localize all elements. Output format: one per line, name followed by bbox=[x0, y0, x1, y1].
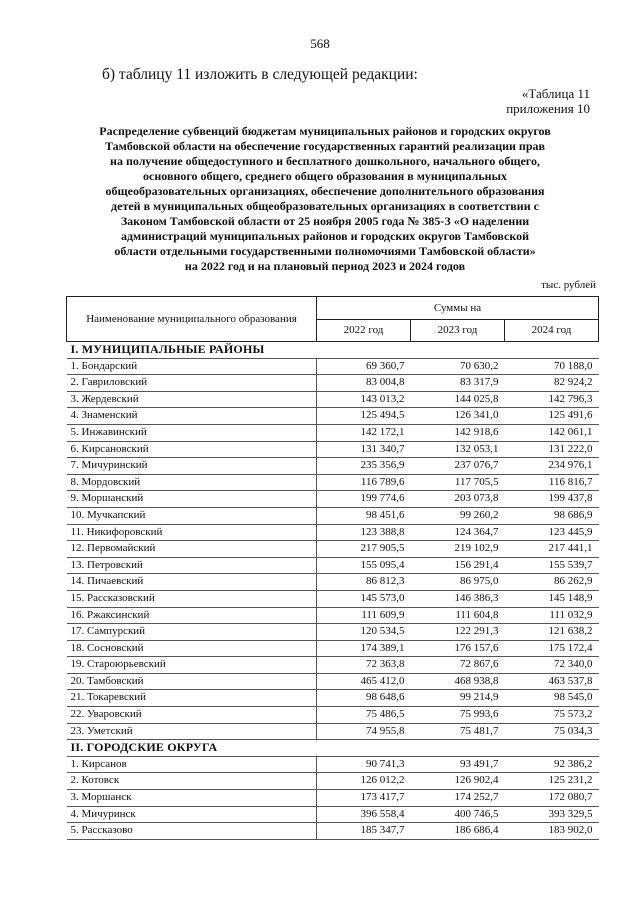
amount-cell-2024: 72 340,0 bbox=[505, 657, 599, 674]
table-row bbox=[67, 640, 599, 657]
municipality-name: 19. Староюрьевский bbox=[67, 657, 317, 674]
table-row bbox=[67, 690, 599, 707]
table-row bbox=[67, 624, 599, 641]
table-row bbox=[67, 541, 599, 558]
table-row bbox=[67, 823, 599, 840]
table-row bbox=[67, 707, 599, 724]
amount-cell-2023: 176 157,6 bbox=[411, 640, 505, 657]
amount-cell-2022: 396 558,4 bbox=[317, 806, 411, 823]
amount-cell-2024: 123 445,9 bbox=[505, 524, 599, 541]
section-row bbox=[67, 342, 599, 359]
amount-cell-2024: 131 222,0 bbox=[505, 441, 599, 458]
title-line: Законом Тамбовской области от 25 ноября 2005 года № 385-З «О наделении bbox=[120, 214, 530, 228]
table-row bbox=[67, 557, 599, 574]
amount-cell-2022: 217 905,5 bbox=[317, 541, 411, 558]
municipality-name: 20. Тамбовский bbox=[67, 673, 317, 690]
table-note-line1: «Таблица 11 bbox=[521, 86, 590, 101]
header-year-2023: 2023 год bbox=[411, 319, 505, 342]
table-row bbox=[67, 607, 599, 624]
amount-cell-2024: 234 976,1 bbox=[505, 458, 599, 475]
amount-cell-2023: 126 902,4 bbox=[411, 773, 505, 790]
amount-cell-2022: 75 486,5 bbox=[317, 707, 411, 724]
table-row bbox=[67, 458, 599, 475]
amount-cell-2024: 125 491,6 bbox=[505, 408, 599, 425]
municipality-name: 6. Кирсановский bbox=[67, 441, 317, 458]
table-body bbox=[67, 342, 599, 840]
amount-cell-2022: 143 013,2 bbox=[317, 391, 411, 408]
amount-cell-2024: 125 231,2 bbox=[505, 773, 599, 790]
municipality-name: 16. Ржаксинский bbox=[67, 607, 317, 624]
municipality-name: 4. Знаменский bbox=[67, 408, 317, 425]
amount-cell-2022: 90 741,3 bbox=[317, 756, 411, 773]
table-row bbox=[67, 673, 599, 690]
amount-cell-2024: 145 148,9 bbox=[505, 590, 599, 607]
municipality-name: 13. Петровский bbox=[67, 557, 317, 574]
amount-cell-2024: 98 686,9 bbox=[505, 507, 599, 524]
amount-cell-2023: 146 386,3 bbox=[411, 590, 505, 607]
amount-cell-2024: 86 262,9 bbox=[505, 574, 599, 591]
table-row bbox=[67, 408, 599, 425]
amount-cell-2023: 86 975,0 bbox=[411, 574, 505, 591]
amount-cell-2022: 174 389,1 bbox=[317, 640, 411, 657]
municipality-name: 14. Пичаевский bbox=[67, 574, 317, 591]
municipality-name: 12. Первомайский bbox=[67, 541, 317, 558]
table-row bbox=[67, 424, 599, 441]
intro-text: б) таблицу 11 изложить в следующей редакции: bbox=[102, 66, 418, 83]
amount-cell-2024: 183 902,0 bbox=[505, 823, 599, 840]
amount-cell-2022: 83 004,8 bbox=[317, 375, 411, 392]
page-number: 568 bbox=[310, 36, 330, 51]
amount-cell-2022: 125 494,5 bbox=[317, 408, 411, 425]
amount-cell-2023: 400 746,5 bbox=[411, 806, 505, 823]
amount-cell-2023: 75 993,6 bbox=[411, 707, 505, 724]
amount-cell-2022: 111 609,9 bbox=[317, 607, 411, 624]
title-line: области отдельными государственными полномочиями Тамбовской области» bbox=[114, 244, 536, 258]
table-row bbox=[67, 491, 599, 508]
amount-cell-2024: 111 032,9 bbox=[505, 607, 599, 624]
municipality-name: 11. Никифоровский bbox=[67, 524, 317, 541]
amount-cell-2023: 156 291,4 bbox=[411, 557, 505, 574]
amount-cell-2022: 145 573,0 bbox=[317, 590, 411, 607]
header-year-2024: 2024 год bbox=[505, 319, 599, 342]
amount-cell-2023: 117 705,5 bbox=[411, 474, 505, 491]
amount-cell-2023: 75 481,7 bbox=[411, 723, 505, 740]
table-row bbox=[67, 391, 599, 408]
title-line: на получение общедоступного и бесплатного дошкольного, начального общего, bbox=[110, 154, 540, 168]
amount-cell-2023: 124 364,7 bbox=[411, 524, 505, 541]
amount-cell-2023: 132 053,1 bbox=[411, 441, 505, 458]
header-sums: Суммы на bbox=[317, 297, 599, 320]
amount-cell-2024: 75 034,3 bbox=[505, 723, 599, 740]
amount-cell-2022: 155 095,4 bbox=[317, 557, 411, 574]
amount-cell-2024: 172 080,7 bbox=[505, 790, 599, 807]
table-row bbox=[67, 806, 599, 823]
municipality-name: 5. Инжавинский bbox=[67, 424, 317, 441]
table-row bbox=[67, 474, 599, 491]
amount-cell-2024: 175 172,4 bbox=[505, 640, 599, 657]
table-row bbox=[67, 657, 599, 674]
header-year-2022: 2022 год bbox=[317, 319, 411, 342]
amount-cell-2024: 98 545,0 bbox=[505, 690, 599, 707]
amount-cell-2022: 173 417,7 bbox=[317, 790, 411, 807]
amount-cell-2024: 142 061,1 bbox=[505, 424, 599, 441]
amount-cell-2023: 83 317,9 bbox=[411, 375, 505, 392]
amount-cell-2022: 123 388,8 bbox=[317, 524, 411, 541]
amount-cell-2024: 199 437,8 bbox=[505, 491, 599, 508]
amount-cell-2022: 69 360,7 bbox=[317, 358, 411, 375]
table-row bbox=[67, 723, 599, 740]
amount-cell-2023: 468 938,8 bbox=[411, 673, 505, 690]
municipality-name: 17. Сампурский bbox=[67, 624, 317, 641]
title-line: общеобразовательных организациях, обеспечение дополнительного образования bbox=[105, 184, 545, 198]
table-row bbox=[67, 358, 599, 375]
municipality-name: 3. Моршанск bbox=[67, 790, 317, 807]
table-row bbox=[67, 375, 599, 392]
table-row bbox=[67, 773, 599, 790]
amount-cell-2024: 463 537,8 bbox=[505, 673, 599, 690]
title-line: детей в муниципальных общеобразовательных организациях в соответствии с bbox=[111, 199, 539, 213]
amount-cell-2022: 185 347,7 bbox=[317, 823, 411, 840]
amount-cell-2022: 120 534,5 bbox=[317, 624, 411, 641]
municipality-name: 1. Кирсанов bbox=[67, 756, 317, 773]
municipality-name: 23. Уметский bbox=[67, 723, 317, 740]
amount-cell-2023: 237 076,7 bbox=[411, 458, 505, 475]
municipality-name: 18. Сосновский bbox=[67, 640, 317, 657]
municipality-name: 5. Рассказово bbox=[67, 823, 317, 840]
table-note-line2: приложения 10 bbox=[506, 101, 590, 116]
municipality-name: 8. Мордовский bbox=[67, 474, 317, 491]
municipality-name: 3. Жердевский bbox=[67, 391, 317, 408]
municipality-name: 15. Рассказовский bbox=[67, 590, 317, 607]
amount-cell-2023: 219 102,9 bbox=[411, 541, 505, 558]
amount-cell-2023: 144 025,8 bbox=[411, 391, 505, 408]
section-row bbox=[67, 740, 599, 757]
amount-cell-2024: 121 638,2 bbox=[505, 624, 599, 641]
amount-cell-2022: 98 648,6 bbox=[317, 690, 411, 707]
amount-cell-2024: 155 539,7 bbox=[505, 557, 599, 574]
amount-cell-2022: 116 789,6 bbox=[317, 474, 411, 491]
amount-cell-2024: 92 386,2 bbox=[505, 756, 599, 773]
municipality-name: 22. Уваровский bbox=[67, 707, 317, 724]
title-line: Распределение субвенций бюджетам муниципальных районов и городских округов bbox=[99, 124, 551, 138]
municipality-name: 1. Бондарский bbox=[67, 358, 317, 375]
amount-cell-2023: 174 252,7 bbox=[411, 790, 505, 807]
amount-cell-2024: 70 188,0 bbox=[505, 358, 599, 375]
amount-cell-2023: 111 604,8 bbox=[411, 607, 505, 624]
amount-cell-2022: 199 774,6 bbox=[317, 491, 411, 508]
amount-cell-2022: 74 955,8 bbox=[317, 723, 411, 740]
amount-cell-2024: 142 796,3 bbox=[505, 391, 599, 408]
table-row bbox=[67, 507, 599, 524]
header-name: Наименование муниципального образования bbox=[67, 297, 317, 342]
amount-cell-2022: 465 412,0 bbox=[317, 673, 411, 690]
amount-cell-2023: 126 341,0 bbox=[411, 408, 505, 425]
municipality-name: 2. Котовск bbox=[67, 773, 317, 790]
municipality-name: 4. Мичуринск bbox=[67, 806, 317, 823]
section-title: II. ГОРОДСКИЕ ОКРУГА bbox=[67, 740, 599, 757]
amount-cell-2023: 203 073,8 bbox=[411, 491, 505, 508]
amount-cell-2022: 72 363,8 bbox=[317, 657, 411, 674]
municipality-name: 9. Моршанский bbox=[67, 491, 317, 508]
title-line: основного общего, среднего общего образования в муниципальных bbox=[143, 169, 507, 183]
amount-cell-2022: 235 356,9 bbox=[317, 458, 411, 475]
amount-cell-2023: 99 260,2 bbox=[411, 507, 505, 524]
amount-cell-2022: 98 451,6 bbox=[317, 507, 411, 524]
table-row bbox=[67, 756, 599, 773]
amount-cell-2024: 393 329,5 bbox=[505, 806, 599, 823]
amount-cell-2023: 142 918,6 bbox=[411, 424, 505, 441]
table-row bbox=[67, 441, 599, 458]
amount-cell-2023: 72 867,6 bbox=[411, 657, 505, 674]
title-line: на 2022 год и на плановый период 2023 и 2024 годов bbox=[184, 259, 466, 273]
amount-cell-2023: 99 214,9 bbox=[411, 690, 505, 707]
amount-cell-2024: 75 573,2 bbox=[505, 707, 599, 724]
amount-cell-2024: 217 441,1 bbox=[505, 541, 599, 558]
amount-cell-2023: 93 491,7 bbox=[411, 756, 505, 773]
section-title: I. МУНИЦИПАЛЬНЫЕ РАЙОНЫ bbox=[67, 342, 599, 359]
subsidy-table-container bbox=[66, 296, 598, 840]
table-row bbox=[67, 524, 599, 541]
title-line: Тамбовской области на обеспечение государственных гарантий реализации прав bbox=[104, 139, 546, 153]
amount-cell-2023: 70 630,2 bbox=[411, 358, 505, 375]
subsidy-table bbox=[66, 296, 599, 840]
amount-cell-2024: 82 924,2 bbox=[505, 375, 599, 392]
amount-cell-2022: 131 340,7 bbox=[317, 441, 411, 458]
municipality-name: 2. Гавриловский bbox=[67, 375, 317, 392]
amount-cell-2024: 116 816,7 bbox=[505, 474, 599, 491]
amount-cell-2023: 122 291,3 bbox=[411, 624, 505, 641]
title-line: администраций муниципальных районов и городских округов Тамбовской bbox=[120, 229, 530, 243]
municipality-name: 10. Мучкапский bbox=[67, 507, 317, 524]
amount-cell-2022: 142 172,1 bbox=[317, 424, 411, 441]
municipality-name: 21. Токаревский bbox=[67, 690, 317, 707]
table-note bbox=[450, 86, 590, 116]
amount-cell-2022: 86 812,3 bbox=[317, 574, 411, 591]
amount-cell-2023: 186 686,4 bbox=[411, 823, 505, 840]
table-row bbox=[67, 574, 599, 591]
table-row bbox=[67, 590, 599, 607]
document-title bbox=[60, 124, 590, 274]
municipality-name: 7. Мичуринский bbox=[67, 458, 317, 475]
table-row bbox=[67, 790, 599, 807]
amount-cell-2022: 126 012,2 bbox=[317, 773, 411, 790]
units-label: тыс. рублей bbox=[541, 279, 596, 291]
